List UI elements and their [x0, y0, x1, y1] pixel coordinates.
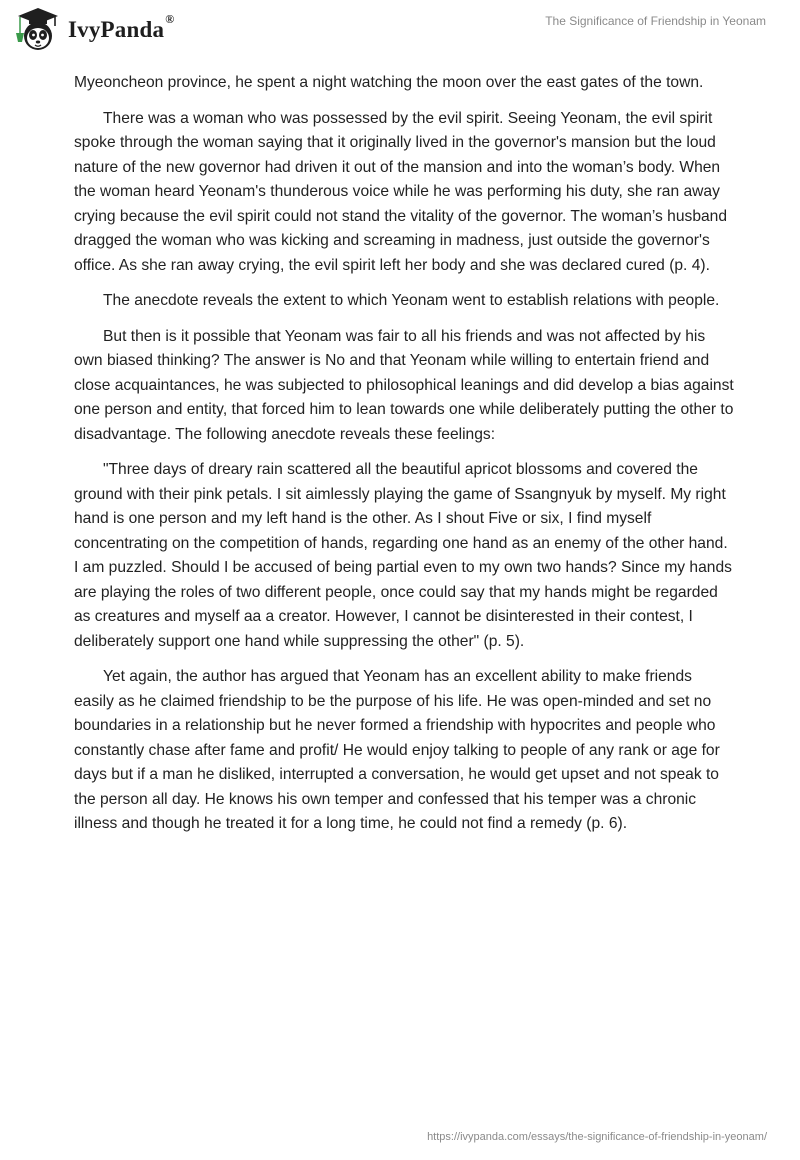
ivypanda-logo[interactable] [14, 6, 174, 52]
paragraph: The anecdote reveals the extent to which Yeonam went to establish relations with people. [103, 292, 720, 309]
page-header [0, 0, 800, 68]
document-title: The Significance of Friendship in Yeonam [545, 14, 766, 28]
essay-body [74, 71, 734, 848]
paragraph: Myeoncheon province, he spent a night watching the moon over the east gates of the town. [74, 74, 704, 91]
paragraph: Yet again, the author has argued that Yeonam has an excellent ability to make friends easily as he claimed friendship to be the purpose of his life. He was open-minded and set no boundaries in a relationship but he never formed a friendship with hypocrites and people who constantly chase after fame and profit/ He would enjoy talking to people of any rank or age for days but if a man he disliked, interrupted a conversation, he would get upset and not speak to the person all day. He knows his own temper and confessed that his temper was a chronic illness and though he treated it for a long time, he could not find a remedy (p. 6). [74, 668, 720, 832]
logo-text: IvyPanda [68, 17, 165, 42]
paragraph: There was a woman who was possessed by the evil spirit. Seeing Yeonam, the evil spirit spoke through the woman saying that it originally lived in the governor's mansion but the loud nature of the new governor had driven it out of the mansion and into the woman’s body. When the woman heard Yeonam's thunderous voice while he was performing his duty, she ran away crying because the evil spirit could not stand the vitality of the governor. The woman’s husband dragged the woman who was kicking and screaming in madness, just outside the governor's office. As she ran away crying, the evil spirit left her body and she was declared cured (p. 4). [74, 109, 728, 274]
paragraph: But then is it possible that Yeonam was fair to all his friends and was not affected by his own biased thinking? The answer is No and that Yeonam while willing to entertain friend and close acquaintances, he was subjected to philosophical leanings and did develop a bias against one person and entity, that forced him to lean towards one while deliberately putting the other to disadvantage. The following anecdote reveals these feelings: [74, 327, 734, 443]
logo-wordmark [68, 12, 175, 43]
quote-paragraph: "Three days of dreary rain scattered all the beautiful apricot blossoms and covered the ground with their pink petals. I sit aimlessly playing the game of Ssangnyuk by myself. My right hand is one person and my left hand is the other. As I shout Five or six, I find myself concentrating on the competition of hands, regarding one hand as an enemy of the other hand. I am puzzled. Should I be accused of being partial even to my own two hands? Since my hands are playing the roles of two different people, once could say that my hands might be regarded as creatures and myself aa a creator. However, I cannot be disinterested in their contest, I deliberately support one hand while suppressing the other" (p. 5). [74, 461, 732, 650]
registered-mark: ® [165, 12, 175, 27]
source-url[interactable]: https://ivypanda.com/essays/the-significance-of-friendship-in-yeonam/ [427, 1131, 767, 1143]
panda-graduate-icon [14, 6, 62, 52]
